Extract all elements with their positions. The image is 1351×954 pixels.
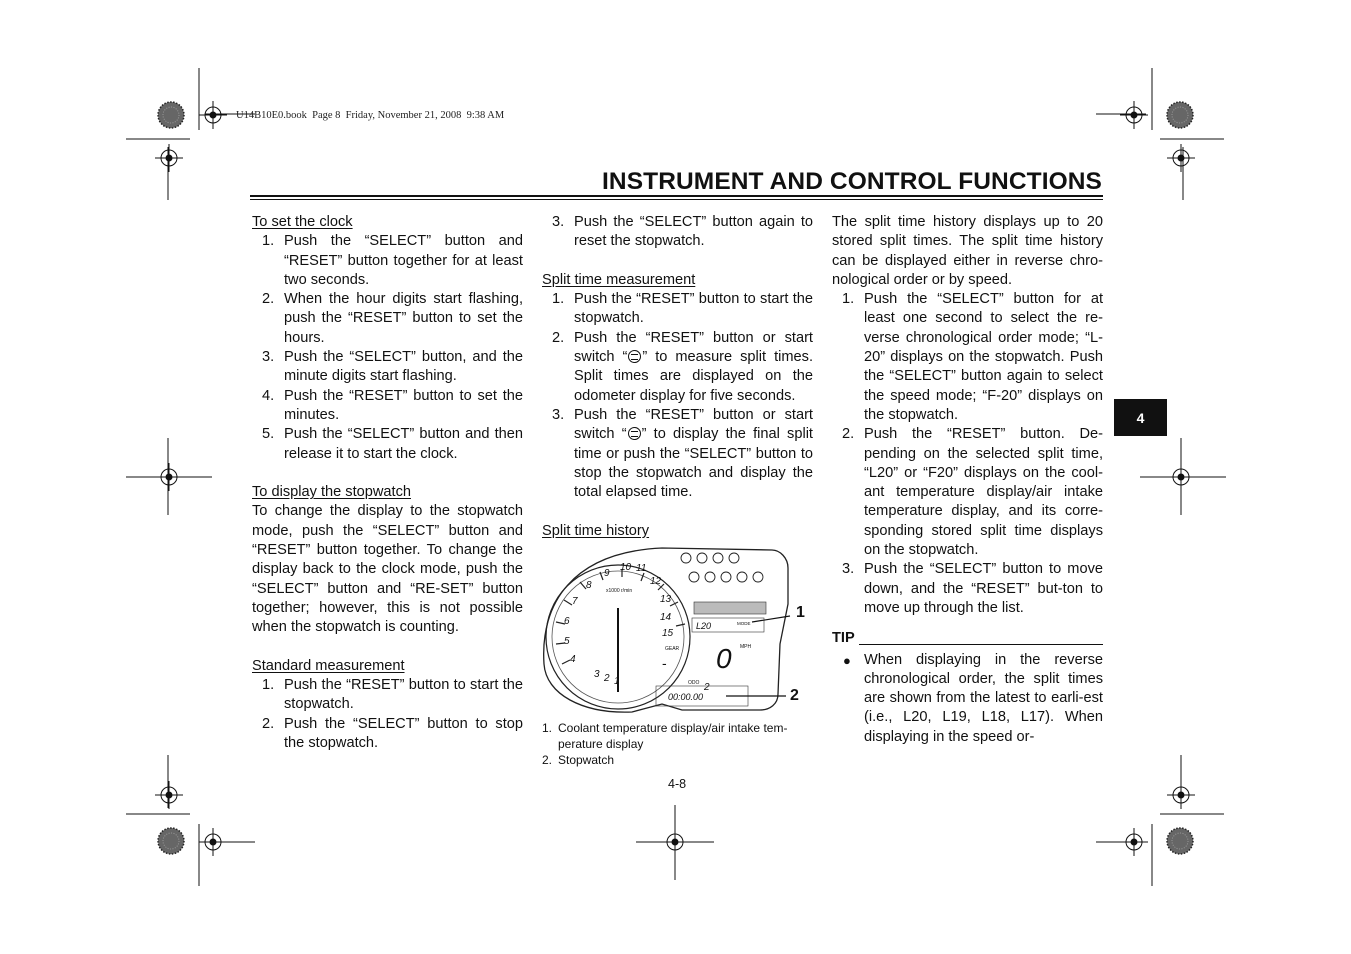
- step-text: Push the “RESET” button to start the stopwatch.: [574, 291, 813, 327]
- gear-value: -: [662, 655, 667, 672]
- step-number: 3.: [842, 561, 855, 578]
- step-number: 2.: [552, 329, 565, 346]
- step-number: 3.: [552, 214, 565, 230]
- step-text: Push the “SELECT” button again to reset the stopwatch.: [574, 214, 813, 250]
- figure-captions: [542, 720, 813, 768]
- caption-text: Stopwatch: [558, 753, 615, 768]
- warning-lights: [681, 553, 763, 582]
- stopwatch-paragraph: To change the display to the stopwatch mode, push the “SELECT” button and “RESET” button together. To change the display back to the clock mode, push the “SELECT” button and “RE-SET” button together; however, this is not possible when the stopwatch is counting.: [252, 503, 523, 636]
- list-item: [832, 290, 1103, 425]
- crop-mark: [126, 68, 255, 200]
- dial-number: 10: [620, 562, 632, 574]
- odo-value: 2: [704, 682, 710, 694]
- crop-mark: [1096, 755, 1224, 886]
- list-item: [252, 348, 523, 387]
- step-text: Push the “SELECT” button and then release it to start the clock.: [284, 426, 523, 462]
- dial-number: 14: [660, 612, 672, 624]
- list-item: [252, 290, 523, 348]
- column-2: [542, 213, 813, 768]
- step-text: Push the “RESET” button or start switch “: [574, 406, 813, 443]
- shift-bar: [694, 602, 766, 614]
- warning-light-icon: [689, 572, 699, 582]
- step-number: 2.: [262, 291, 275, 308]
- step-number: 4.: [262, 387, 275, 404]
- dial-number: 11: [636, 563, 647, 575]
- dial-number: 7: [572, 596, 578, 608]
- warning-light-icon: [737, 572, 747, 582]
- chapter-tab: 4: [1114, 399, 1167, 436]
- step-text: ” to measure split times. Split times are displayed on the odometer display for five seconds.: [574, 349, 813, 404]
- instrument-figure: [542, 544, 813, 714]
- step-number: 3.: [262, 349, 275, 366]
- warning-light-icon: [713, 553, 723, 563]
- tip-bullet: [832, 651, 1103, 747]
- list-item: [542, 290, 813, 329]
- list-item: [252, 715, 523, 754]
- caption-text: Coolant temperature display/air intake tem-perature display: [558, 721, 788, 752]
- dial-number: 3: [594, 669, 600, 681]
- list-item: [252, 425, 523, 464]
- header-rule: [250, 195, 1103, 197]
- dial-number: 12: [650, 576, 662, 588]
- caption: [542, 720, 813, 752]
- split-heading: Split time measurement: [542, 271, 696, 288]
- step-number: 1.: [842, 291, 855, 308]
- gear-label: GEAR: [665, 646, 680, 653]
- callout-number: 2: [790, 687, 799, 705]
- standard-heading: Standard measurement: [252, 657, 405, 674]
- history-steps: [832, 290, 1103, 618]
- tip-header: [832, 629, 1103, 648]
- history-heading: Split time history: [542, 522, 650, 539]
- dial-number: 2: [604, 673, 610, 685]
- step-number: 1.: [262, 677, 275, 694]
- caption-number: 1.: [542, 721, 553, 736]
- step-text: Push the “RESET” button to set the minutes.: [284, 387, 523, 423]
- stopwatch-value: 00:00.00: [668, 692, 704, 703]
- step-number: 3.: [552, 406, 565, 423]
- reset-steps: [542, 213, 813, 252]
- dial-number: 9: [604, 568, 610, 580]
- bullet-icon: ●: [843, 652, 851, 668]
- history-intro: The split time history displays up to 20 stored split times. The split time history can be displayed either in reverse chro-nological order or by speed.: [832, 214, 1103, 288]
- stopwatch-heading: To display the stopwatch: [252, 484, 411, 501]
- step-text: Push the “RESET” button to start the stopwatch.: [284, 677, 523, 713]
- list-item: [252, 232, 523, 290]
- dial-number: 13: [660, 594, 672, 606]
- crop-mark: [636, 805, 714, 880]
- step-number: 5.: [262, 426, 275, 443]
- lcd-split-value: L20: [696, 621, 712, 632]
- warning-light-icon: [729, 553, 739, 563]
- standard-steps: [252, 676, 523, 753]
- column-3: [832, 213, 1103, 747]
- step-text: When the hour digits start flashing, push the “RESET” button to set the hours.: [284, 291, 523, 346]
- step-number: 1.: [262, 233, 275, 250]
- dial-number: 6: [564, 616, 570, 628]
- step-text: Push the “SELECT” button, and the minute digits start flashing.: [284, 349, 523, 385]
- mode-label: MODE: [737, 621, 751, 627]
- tip-text: When displaying in the reverse chronological order, the split times are shown from the latest to earli-est (i.e., L20, L19, L18, L17). When displaying in the speed or-: [864, 651, 1103, 745]
- step-number: 2.: [262, 715, 275, 732]
- file-info: U14B10E0.book Page 8 Friday, November 21, 2008 9:38 AM: [236, 110, 505, 121]
- clock-steps: [252, 232, 523, 464]
- start-switch-icon: [628, 350, 641, 363]
- list-item: [542, 329, 813, 406]
- caption: [542, 752, 813, 768]
- neutral-light-icon: [721, 572, 731, 582]
- step-text: Push the “SELECT” button to move down, and the “RESET” but-ton to move up through the list.: [864, 561, 1103, 616]
- list-item: [832, 425, 1103, 560]
- dial-number: 15: [662, 628, 674, 640]
- warning-light-icon: [697, 553, 707, 563]
- warning-light-icon: [705, 572, 715, 582]
- step-text: Push the “RESET” button or start switch “: [574, 329, 813, 366]
- step-text: Push the “SELECT” button to stop the stopwatch.: [284, 715, 523, 752]
- list-item: [542, 213, 813, 252]
- odo-label: ODO: [688, 680, 700, 687]
- step-number: 1.: [552, 291, 565, 308]
- header-rule-thin: [250, 199, 1103, 200]
- step-text: Push the “SELECT” button and “RESET” button together for at least two seconds.: [284, 233, 523, 288]
- crop-mark: [126, 755, 255, 886]
- list-item: [832, 560, 1103, 618]
- step-number: 2.: [842, 426, 855, 443]
- dial-number: 8: [586, 580, 592, 592]
- page-number: 4-8: [668, 777, 687, 791]
- tip-rule: [859, 644, 1103, 645]
- crop-mark: [1096, 68, 1224, 200]
- step-text: ” to display the final split time or push the “SELECT” button to stop the stopwatch and display the total elapsed time.: [574, 426, 813, 501]
- caption-number: 2.: [542, 753, 553, 768]
- list-item: [542, 406, 813, 502]
- tip-label: TIP: [832, 630, 855, 647]
- dial-number: 4: [570, 654, 576, 666]
- dial-number: 1: [614, 676, 620, 688]
- warning-light-icon: [753, 572, 763, 582]
- column-1: [252, 213, 523, 753]
- split-steps: [542, 290, 813, 502]
- clock-heading: To set the clock: [252, 214, 353, 230]
- step-text: Push the “RESET” button. De-pending on the selected split time, “L20” or “F20” displays on the cool-ant temperature display/air intake temperature display, and its corre-sponding stored split time displays on the stopwatch.: [864, 426, 1103, 559]
- speed-value: 0: [716, 643, 732, 675]
- rpm-label: x1000 r/min: [606, 588, 633, 595]
- step-text: Push the “SELECT” button for at least one second to select the re-verse chronological order mode; “L-20” displays on the stopwatch. Push the “SELECT” button again to select the speed mode; “F-20” displays on the stopwatch.: [864, 291, 1103, 423]
- page-title: INSTRUMENT AND CONTROL FUNCTIONS: [602, 168, 1102, 195]
- warning-light-icon: [681, 553, 691, 563]
- dial-number: 5: [564, 636, 570, 648]
- speed-unit: MPH: [740, 644, 752, 651]
- instrument-illustration: [542, 544, 813, 714]
- list-item: [252, 387, 523, 426]
- start-switch-icon: [628, 427, 641, 440]
- callout-number: 1: [796, 604, 805, 622]
- list-item: [252, 676, 523, 715]
